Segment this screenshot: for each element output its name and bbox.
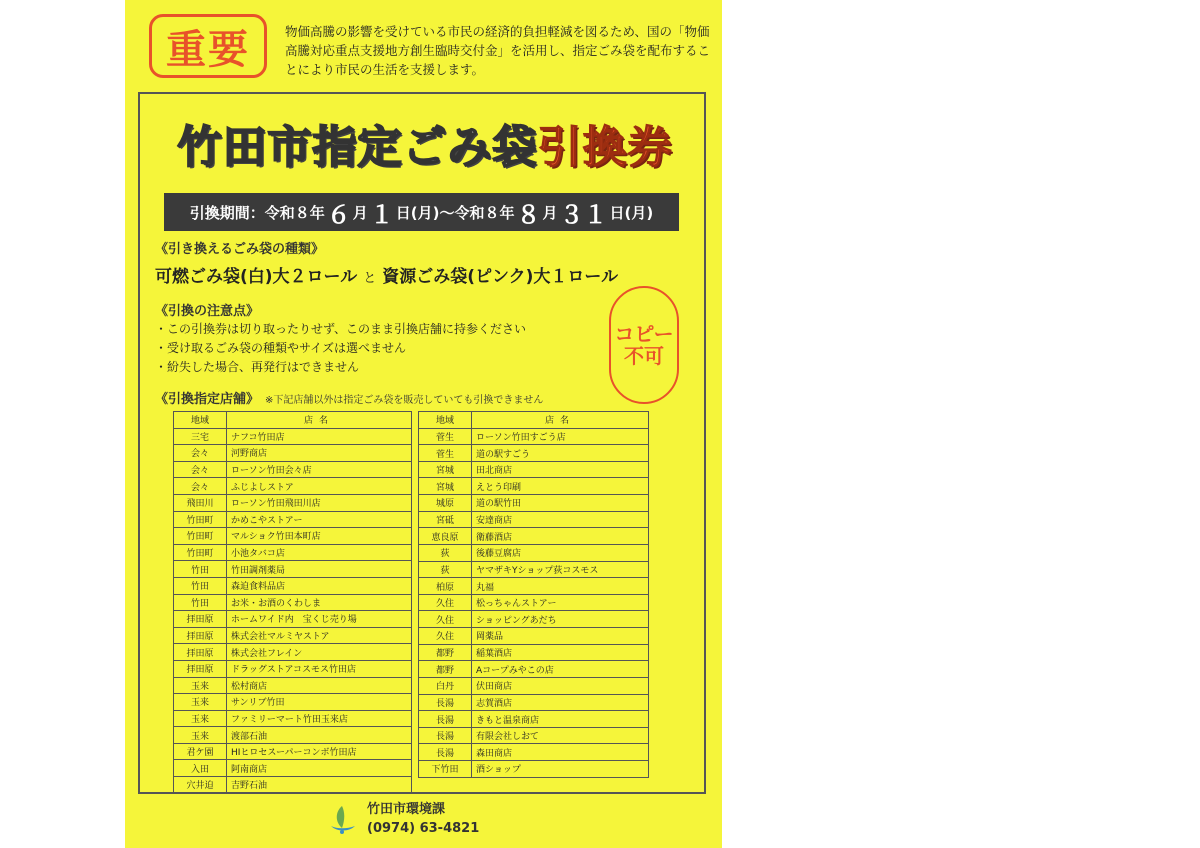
store-area: 都野 [419, 661, 472, 678]
store-area: 竹田 [174, 594, 227, 611]
store-name: 丸福 [472, 578, 649, 595]
store-name: 有限会社しおて [472, 727, 649, 744]
store-area: 玉来 [174, 727, 227, 744]
store-name: 後藤豆腐店 [472, 544, 649, 561]
stores-heading-row [155, 388, 543, 407]
period-label: 引換期間：令和８年 [189, 203, 325, 222]
table-row [174, 760, 412, 777]
store-name: 株式会社マルミヤストア [227, 627, 412, 644]
store-area: 竹田町 [174, 528, 227, 545]
store-name: ふじよしストア [227, 478, 412, 495]
note-item: ・ この引換券は切り取ったりせず、このまま引換店舗に持参ください [155, 320, 526, 339]
table-row [419, 495, 649, 512]
store-name: 河野商店 [227, 445, 412, 462]
notes-heading: 《引換の注意点》 [155, 304, 260, 319]
table-row [174, 710, 412, 727]
table-row [419, 445, 649, 462]
store-name: お米・お酒のくわしま [227, 594, 412, 611]
period-start-day: １ [369, 200, 394, 229]
table-row [419, 644, 649, 661]
store-name: 伏田商店 [472, 677, 649, 694]
col-store-header: 店名 [227, 412, 412, 429]
store-area: 玉来 [174, 694, 227, 711]
table-row [419, 544, 649, 561]
store-name: 岡薬品 [472, 628, 649, 645]
store-area: 久住 [419, 611, 472, 628]
store-area: 竹田 [174, 577, 227, 594]
table-row [174, 528, 412, 545]
bag-item-1: 可燃ごみ袋(白)大２ロール [155, 267, 358, 287]
store-name: 渡部石油 [227, 727, 412, 744]
store-name: ショッピングあだち [472, 611, 649, 628]
store-name: HIヒロセスーパーコンボ竹田店 [227, 743, 412, 760]
store-name: きもと温泉商店 [472, 711, 649, 728]
table-row [419, 611, 649, 628]
store-name: マルショク竹田本町店 [227, 528, 412, 545]
table-row [174, 561, 412, 578]
footer-dept: 竹田市環境課 [367, 802, 446, 817]
table-row [419, 594, 649, 611]
store-area: 柏原 [419, 578, 472, 595]
table-row [174, 544, 412, 561]
table-row [174, 677, 412, 694]
store-name: ローソン竹田すごう店 [472, 428, 649, 445]
table-row [419, 511, 649, 528]
store-area: 久住 [419, 628, 472, 645]
table-row [174, 428, 412, 445]
period-start-month: ６ [326, 200, 351, 229]
store-area: 城原 [419, 495, 472, 512]
period-start-suffix: 日(月)～令和８年 [395, 203, 515, 222]
store-area: 長湯 [419, 727, 472, 744]
stores-heading: 《引換指定店舗》 [155, 392, 260, 407]
period-month-kanji-2: 月 [542, 203, 558, 222]
col-area-header: 地域 [174, 412, 227, 429]
table-row [174, 461, 412, 478]
table-row [419, 478, 649, 495]
bag-item-2: 資源ごみ袋(ピンク)大１ロール [382, 267, 619, 287]
store-name: 松っちゃんストアー [472, 594, 649, 611]
important-badge: 重要 [149, 14, 267, 78]
stamp-line-1: コピー [614, 322, 674, 346]
period-end-month: ８ [516, 200, 541, 229]
col-area-header: 地域 [419, 412, 472, 429]
intro-text: 物価高騰の影響を受けている市民の経済的負担軽減を図るため、国の「物価高騰対応重点支援地方創生臨時交付金」を活用し、指定ごみ袋を配布することにより市民の生活を支援します。 [285, 24, 711, 77]
table-row [174, 594, 412, 611]
store-name: 株式会社フレイン [227, 644, 412, 661]
table-row [174, 743, 412, 760]
footer-text [367, 800, 479, 838]
table-row [174, 694, 412, 711]
store-area: 都野 [419, 644, 472, 661]
period-month-kanji-1: 月 [352, 203, 368, 222]
store-name: 道の駅すごう [472, 445, 649, 462]
store-name: 森田商店 [472, 744, 649, 761]
store-tables [173, 411, 649, 794]
store-area: 菅生 [419, 445, 472, 462]
leaf-logo-icon [325, 802, 359, 836]
store-area: 下竹田 [419, 761, 472, 778]
store-name: ファミリーマート竹田玉来店 [227, 710, 412, 727]
store-name: サンリブ竹田 [227, 694, 412, 711]
store-area: 拝田原 [174, 627, 227, 644]
table-row [174, 644, 412, 661]
store-area: 君ケ園 [174, 743, 227, 760]
note-item: ・ 紛失した場合、再発行はできません [155, 358, 526, 377]
notes-list [155, 320, 526, 377]
store-area: 宮城 [419, 478, 472, 495]
table-row [174, 777, 412, 794]
store-name: 森迫食料品店 [227, 577, 412, 594]
store-name: 吉野石油 [227, 777, 412, 794]
store-name: 衛藤酒店 [472, 528, 649, 545]
store-area: 長湯 [419, 744, 472, 761]
store-area: 飛田川 [174, 494, 227, 511]
table-row [419, 661, 649, 678]
store-area: 拝田原 [174, 611, 227, 628]
store-area: 竹田町 [174, 511, 227, 528]
store-area: 荻 [419, 561, 472, 578]
store-name: ドラッグストアコスモス竹田店 [227, 660, 412, 677]
store-area: 入田 [174, 760, 227, 777]
store-name: 阿南商店 [227, 760, 412, 777]
table-row [174, 627, 412, 644]
store-name: 小池タバコ店 [227, 544, 412, 561]
no-copy-stamp [609, 286, 679, 404]
store-area: 久住 [419, 594, 472, 611]
table-row [419, 711, 649, 728]
period-end-day: ３１ [559, 200, 608, 229]
store-name: 松村商店 [227, 677, 412, 694]
store-area: 会々 [174, 445, 227, 462]
store-area: 玉来 [174, 710, 227, 727]
store-name: 稲葉酒店 [472, 644, 649, 661]
store-name: Aコープみやこの店 [472, 661, 649, 678]
store-name: 志賀酒店 [472, 694, 649, 711]
table-row [174, 478, 412, 495]
voucher-title [165, 112, 685, 174]
store-area: 会々 [174, 478, 227, 495]
store-table-right [418, 411, 649, 794]
footer-phone: (0974) 63-4821 [367, 821, 480, 836]
bag-types [155, 262, 618, 287]
table-row [419, 761, 649, 778]
store-name: ヤマザキYショップ荻コスモス [472, 561, 649, 578]
store-name: えとう印刷 [472, 478, 649, 495]
table-header-row [174, 412, 412, 429]
store-area: 竹田町 [174, 544, 227, 561]
exchange-period [164, 193, 679, 231]
store-name: ナフコ竹田店 [227, 428, 412, 445]
store-area: 白丹 [419, 677, 472, 694]
table-row-empty [419, 777, 649, 793]
store-name: 竹田調剤薬局 [227, 561, 412, 578]
title-main: 竹田市指定ごみ袋 [177, 122, 538, 173]
store-area: 宮砥 [419, 511, 472, 528]
store-name: 安達商店 [472, 511, 649, 528]
store-table-left [173, 411, 412, 794]
stores-note: ※下記店舗以外は指定ごみ袋を販売していても引換できません [265, 395, 544, 406]
store-area: 穴井迫 [174, 777, 227, 794]
store-area: 宮城 [419, 461, 472, 478]
bag-conj: と [363, 271, 377, 286]
store-area: 玉来 [174, 677, 227, 694]
table-row [419, 578, 649, 595]
voucher-sheet [125, 0, 722, 848]
table-row [419, 528, 649, 545]
store-name: 田北商店 [472, 461, 649, 478]
store-area: 拝田原 [174, 660, 227, 677]
table-row [419, 694, 649, 711]
period-end-suffix: 日(月) [609, 203, 654, 222]
store-area: 荻 [419, 544, 472, 561]
table-row [419, 744, 649, 761]
store-area: 会々 [174, 461, 227, 478]
bag-types-heading: 《引き換えるごみ袋の種類》 [155, 242, 325, 257]
table-row [174, 660, 412, 677]
store-area: 拝田原 [174, 644, 227, 661]
store-area: 三宅 [174, 428, 227, 445]
table-row [419, 677, 649, 694]
table-row [419, 428, 649, 445]
table-row [419, 561, 649, 578]
table-row [419, 628, 649, 645]
note-item: ・ 受け取るごみ袋の種類やサイズは選べません [155, 339, 526, 358]
table-row [419, 461, 649, 478]
table-row [174, 445, 412, 462]
table-row [174, 494, 412, 511]
store-area: 長湯 [419, 711, 472, 728]
store-name: 道の駅竹田 [472, 495, 649, 512]
table-row [174, 511, 412, 528]
store-area: 竹田 [174, 561, 227, 578]
table-header-row [419, 412, 649, 429]
footer [325, 800, 479, 838]
table-row [419, 727, 649, 744]
store-area: 菅生 [419, 428, 472, 445]
store-name: かめこやストアー [227, 511, 412, 528]
store-name: ローソン竹田飛田川店 [227, 494, 412, 511]
store-area: 恵良原 [419, 528, 472, 545]
title-accent: 引換券 [537, 122, 673, 173]
table-row [174, 727, 412, 744]
store-area: 長湯 [419, 694, 472, 711]
store-name: 酒ショップ [472, 761, 649, 778]
store-name: ホームワイド内 宝くじ売り場 [227, 611, 412, 628]
table-row [174, 611, 412, 628]
col-store-header: 店名 [472, 412, 649, 429]
stamp-line-2: 不可 [624, 344, 664, 368]
store-name: ローソン竹田会々店 [227, 461, 412, 478]
table-row [174, 577, 412, 594]
